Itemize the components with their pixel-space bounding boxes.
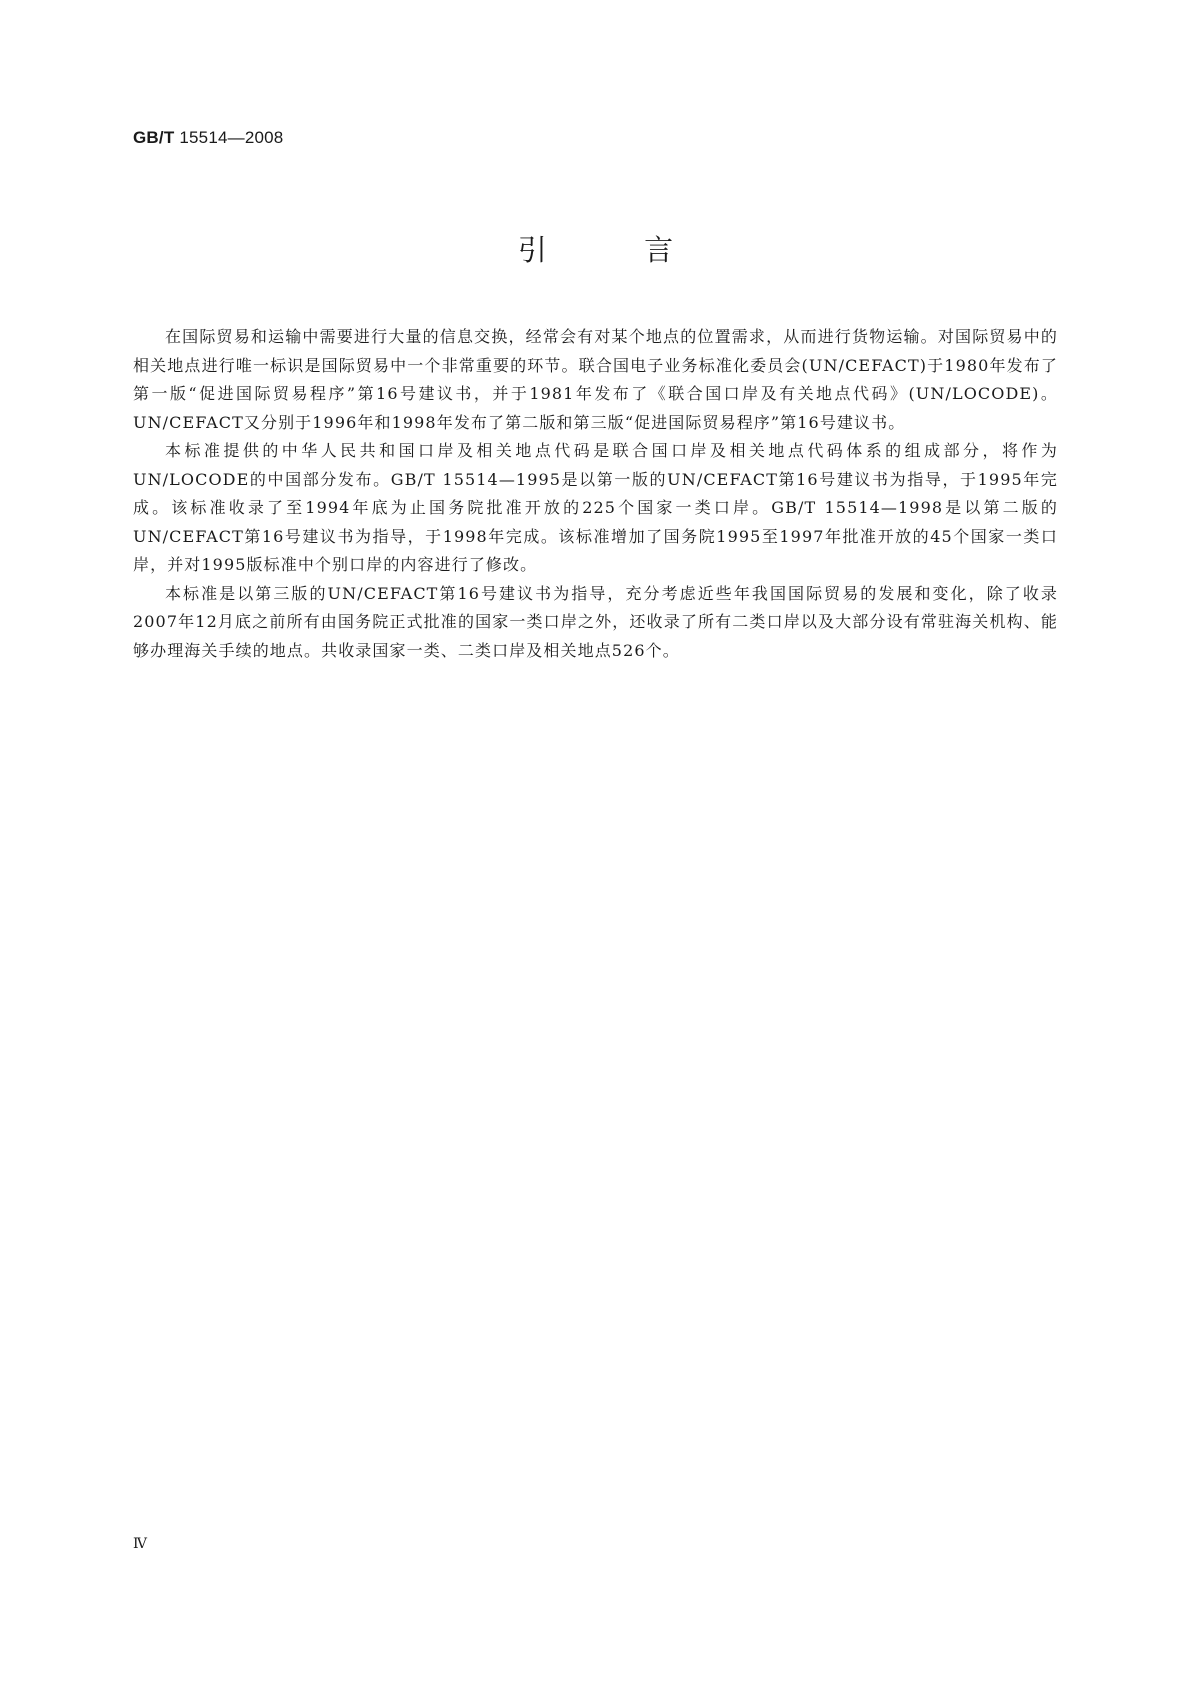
standard-header bbox=[133, 128, 283, 148]
introduction-body bbox=[133, 323, 1058, 665]
standard-number: 15514—2008 bbox=[179, 128, 284, 147]
paragraph-1: 在国际贸易和运输中需要进行大量的信息交换，经常会有对某个地点的位置需求，从而进行货物运输。对国际贸易中的相关地点进行唯一标识是国际贸易中一个非常重要的环节。联合国电子业务标准化委员会(UN/CEFACT)于1980年发布了第一版“促进国际贸易程序”第16号建议书，并于1981年发布了《联合国口岸及有关地点代码》(UN/LOCODE)。UN/CEFACT又分别于1996年和1998年发布了第二版和第三版“促进国际贸易程序”第16号建议书。 bbox=[133, 327, 1058, 432]
paragraph-2: 本标准提供的中华人民共和国口岸及相关地点代码是联合国口岸及相关地点代码体系的组成部分，将作为UN/LOCODE的中国部分发布。GB/T 15514—1995是以第一版的UN/CEFACT第16号建议书为指导，于1995年完成。该标准收录了至1994年底为止国务院批准开放的225个国家一类口岸。GB/T 15514—1998是以第二版的UN/CEFACT第16号建议书为指导，于1998年完成。该标准增加了国务院1995至1997年批准开放的45个国家一类口岸，并对1995版标准中个别口岸的内容进行了修改。 bbox=[133, 441, 1058, 574]
page-number: Ⅳ bbox=[133, 1537, 147, 1552]
standard-prefix: GB/T bbox=[133, 128, 175, 147]
paragraph-3: 本标准是以第三版的UN/CEFACT第16号建议书为指导，充分考虑近些年我国国际贸易的发展和变化，除了收录2007年12月底之前所有由国务院正式批准的国家一类口岸之外，还收录了所有二类口岸以及大部分设有常驻海关机构、能够办理海关手续的地点。共收录国家一类、二类口岸及相关地点526个。 bbox=[133, 583, 1058, 660]
page-title: 引 言 bbox=[517, 233, 718, 267]
